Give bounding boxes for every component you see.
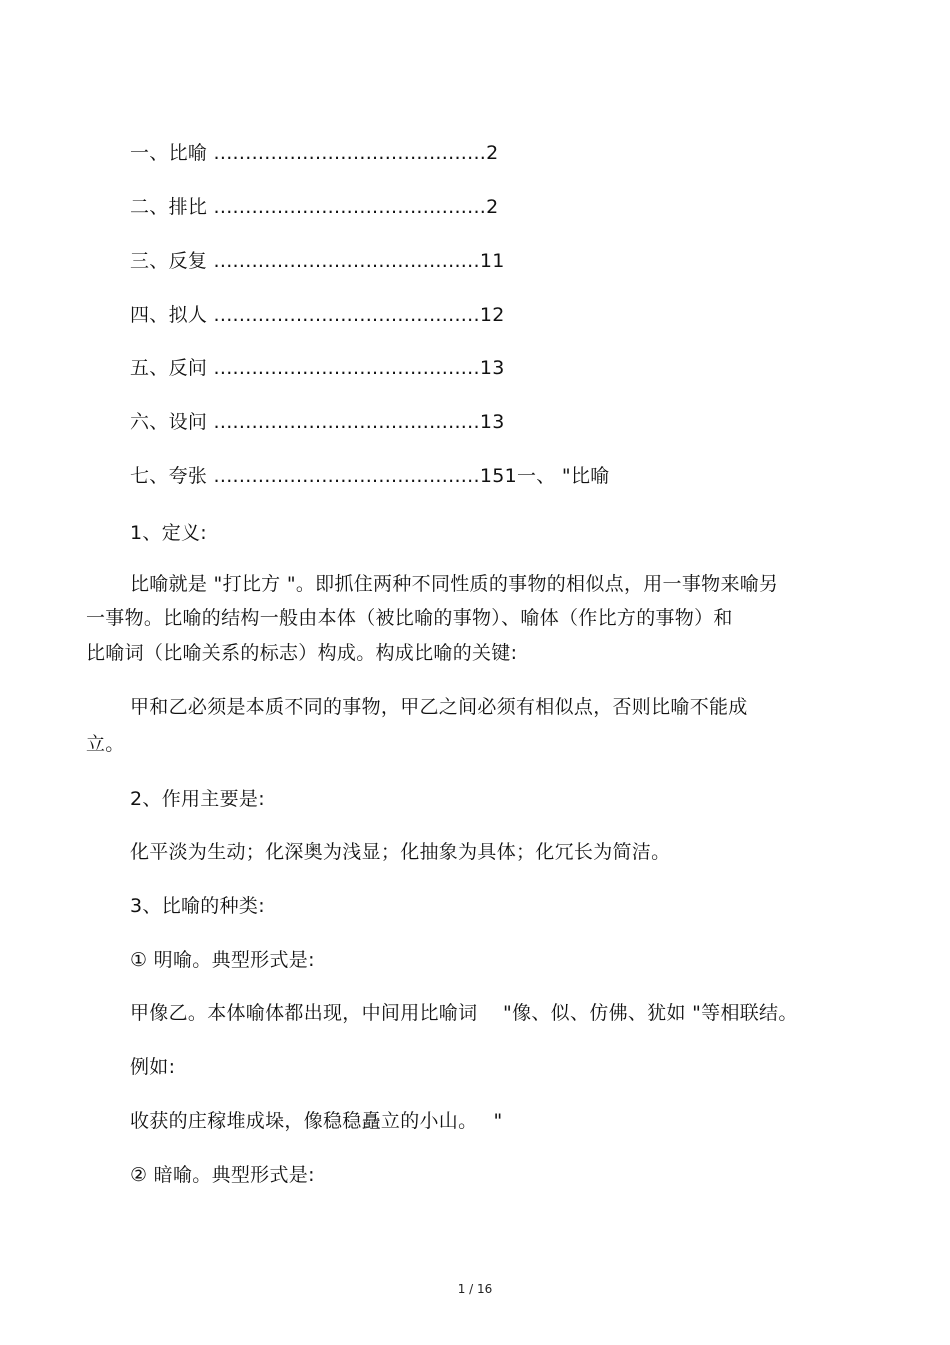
toc-entry (130, 410, 505, 434)
section-heading: 2、作用主要是: (130, 788, 265, 810)
toc-entry-page: 13 (479, 357, 505, 379)
toc-entry-page: 11 (479, 250, 505, 272)
paragraph-line: 甲和乙必须是本质不同的事物，甲乙之间必须有相似点，否则比喻不能成 (130, 696, 748, 718)
paragraph-line: 化平淡为生动；化深奥为浅显；化抽象为具体；化冗长为简洁。 (130, 841, 671, 863)
toc-entry-leader: .......................................... (207, 250, 480, 272)
toc-entry-label: 五、反问 (130, 357, 208, 379)
toc-entry (130, 195, 499, 219)
paragraph-line: 立。 (86, 733, 125, 755)
subsection-heading: ② 暗喻。典型形式是: (130, 1164, 315, 1186)
subsection-heading: ① 明喻。典型形式是: (130, 949, 315, 971)
paragraph-line: 一事物。比喻的结构一般由本体（被比喻的事物）、喻体（作比方的事物）和 (86, 607, 733, 629)
paragraph-line: 收获的庄稼堆成垛，像稳稳矗立的小山。 " (130, 1110, 503, 1132)
paragraph-line: 比喻就是 "打比方 "。即抓住两种不同性质的事物的相似点，用一事物来喻另 (130, 573, 779, 595)
toc-entry (130, 303, 505, 327)
toc-entry-page: 2 (486, 142, 499, 164)
toc-entry (130, 141, 499, 165)
toc-entry (130, 464, 610, 488)
paragraph-line: 例如: (130, 1056, 176, 1078)
toc-entry-page: 13 (479, 411, 505, 433)
toc-entry-page: 12 (479, 304, 505, 326)
toc-entry-leader: ........................................... (207, 142, 487, 164)
toc-entry-leader: .......................................... (207, 411, 480, 433)
toc-entry-label: 一、比喻 (130, 142, 208, 164)
toc-entry-page: 151一、 "比喻 (479, 465, 610, 487)
toc-entry (130, 249, 505, 273)
section-heading: 3、比喻的种类: (130, 895, 265, 917)
toc-entry-label: 二、排比 (130, 196, 208, 218)
toc-entry (130, 356, 505, 380)
toc-entry-page: 2 (486, 196, 499, 218)
toc-entry-leader: .......................................... (207, 357, 480, 379)
paragraph-line: 甲像乙。本体喻体都出现，中间用比喻词 "像、似、仿佛、犹如 "等相联结。 (130, 1002, 798, 1024)
toc-entry-leader: .......................................... (207, 304, 480, 326)
toc-entry-leader: ........................................... (207, 196, 487, 218)
page-indicator: 1 / 16 (457, 1282, 493, 1296)
toc-entry-label: 六、设问 (130, 411, 208, 433)
toc-entry-leader: .......................................... (207, 465, 480, 487)
paragraph-line: 比喻词（比喻关系的标志）构成。构成比喻的关键: (86, 642, 518, 664)
section-heading: 1、定义: (130, 522, 207, 544)
toc-entry-label: 七、夸张 (130, 465, 208, 487)
toc-entry-label: 四、拟人 (130, 304, 208, 326)
toc-entry-label: 三、反复 (130, 250, 208, 272)
